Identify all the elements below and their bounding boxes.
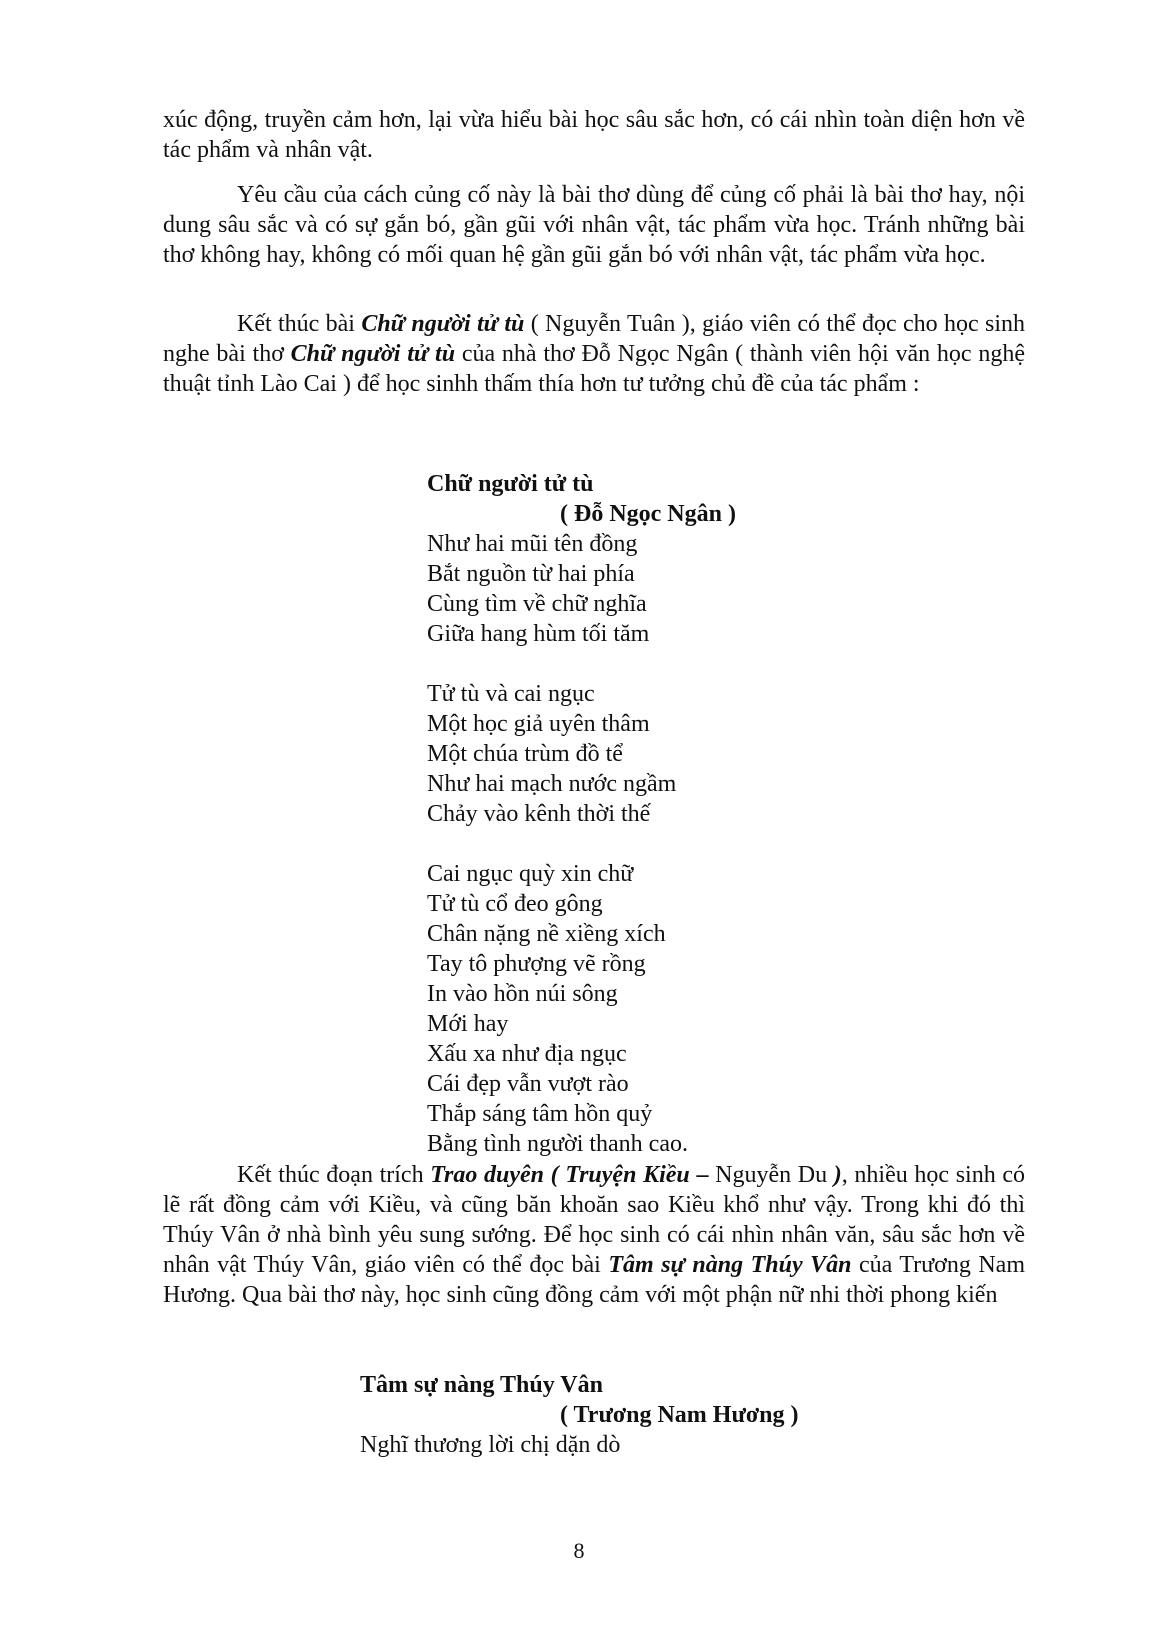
- poem-line: Chảy vào kênh thời thế: [427, 801, 651, 827]
- poem-line: Cùng tìm về chữ nghĩa: [427, 591, 647, 617]
- poem-1-author: ( Đỗ Ngọc Ngân ): [560, 501, 736, 527]
- poem-line: Như hai mũi tên đồng: [427, 531, 638, 557]
- paragraph-4-author: Nguyễn Du: [715, 1162, 834, 1188]
- paragraph-4-text-a: Kết thúc đoạn trích: [237, 1162, 431, 1188]
- page-number: 8: [573, 1538, 585, 1563]
- poem-line: Tay tô phượng vẽ rồng: [427, 951, 646, 977]
- paragraph-2: Yêu cầu của cách củng cố này là bài thơ dùng để củng cố phải là bài thơ hay, nội dung sâu sắc và có sự gắn bó, gần gũi với nhân vật, tác phẩm vừa học. Tránh những bài thơ không hay, không có mối quan hệ gần gũi gắn bó với nhân vật, tác phẩm vừa học.: [163, 182, 1025, 268]
- stanza-break: [427, 649, 736, 679]
- poem-line: Một chúa trùm đồ tể: [427, 741, 623, 767]
- poem-1-title: Chữ người tử tù: [427, 471, 594, 497]
- poem-line: Bằng tình người thanh cao.: [427, 1131, 688, 1157]
- poem-line: Như hai mạch nước ngầm: [427, 771, 677, 797]
- paragraph-1: xúc động, truyền cảm hơn, lại vừa hiểu bài học sâu sắc hơn, có cái nhìn toàn diện hơn về tác phẩm và nhân vật.: [163, 107, 1025, 163]
- paragraph-4-paren: ): [833, 1162, 842, 1188]
- paragraph-3: [163, 309, 1025, 399]
- poem-line: Tử tù cổ đeo gông: [427, 891, 603, 917]
- poem-line: Mới hay: [427, 1011, 509, 1037]
- poem-1: [427, 469, 736, 1159]
- poem-line: Chân nặng nề xiềng xích: [427, 921, 666, 947]
- poem-line: Giữa hang hùm tối tăm: [427, 621, 650, 647]
- paragraph-3-text-a: Kết thúc bài: [237, 311, 362, 337]
- poem-line: Cai ngục quỳ xin chữ: [427, 861, 634, 887]
- poem-line: Nghĩ thương lời chị dặn dò: [360, 1432, 621, 1458]
- poem-line: Tử tù và cai ngục: [427, 681, 595, 707]
- poem-line: In vào hồn núi sông: [427, 981, 618, 1007]
- paragraph-4-text-h: của Trương Nam Hương. Qua bài thơ này, học sinh cũng đồng cảm với một phận nữ nhi thời phong kiến: [163, 1252, 1026, 1308]
- poem-line: Thắp sáng tâm hồn quỷ: [427, 1101, 653, 1127]
- poem-1-lines: [427, 529, 736, 1159]
- work-title-chu-nguoi-tu-tu: Chữ người tử tù: [361, 311, 525, 337]
- poem-2-title: Tâm sự nàng Thúy Vân: [360, 1372, 603, 1398]
- paragraph-4-dash: –: [689, 1162, 716, 1188]
- poem-2-author: ( Trương Nam Hương ): [560, 1402, 799, 1428]
- poem-2-lines: [360, 1430, 799, 1460]
- paragraph-3-text-c: ( Nguyễn Tuân ), giáo viên có thể đọc cho học sinh nghe bài thơ: [163, 311, 1025, 367]
- poem-line: Xấu xa như địa ngục: [427, 1041, 627, 1067]
- poem-line: Một học giả uyên thâm: [427, 711, 650, 737]
- poem-line: Cái đẹp vẫn vượt rào: [427, 1071, 629, 1097]
- work-title-trao-duyen: Trao duyên ( Truyện Kiều: [430, 1162, 690, 1188]
- paragraph-3-text-e: của nhà thơ Đỗ Ngọc Ngân ( thành viên hội văn học nghệ thuật tỉnh Lào Cai ) để học sinhh thấm thía hơn tư tưởng chủ đề của tác phẩm :: [163, 341, 1025, 397]
- poem-line: Bắt nguồn từ hai phía: [427, 561, 635, 587]
- paragraph-4-text-f: , nhiều học sinh có lẽ rất đồng cảm với Kiều, và cũng băn khoăn sao Kiều khổ như vậy. Trong khi đó thì Thúy Vân ở nhà bình yêu sung sướng. Để học sinh có cái nhìn nhân văn, sâu sắc hơn về nhân vật Thúy Vân, giáo viên có thể đọc bài: [163, 1162, 1026, 1278]
- paragraph-4: [163, 1160, 1025, 1310]
- poem-2: [360, 1370, 799, 1460]
- work-title-tam-su-nang-thuy-van: Tâm sự nàng Thúy Vân: [608, 1252, 852, 1278]
- stanza-break: [427, 829, 736, 859]
- poem-title-reference: Chữ người tử tù: [290, 341, 456, 367]
